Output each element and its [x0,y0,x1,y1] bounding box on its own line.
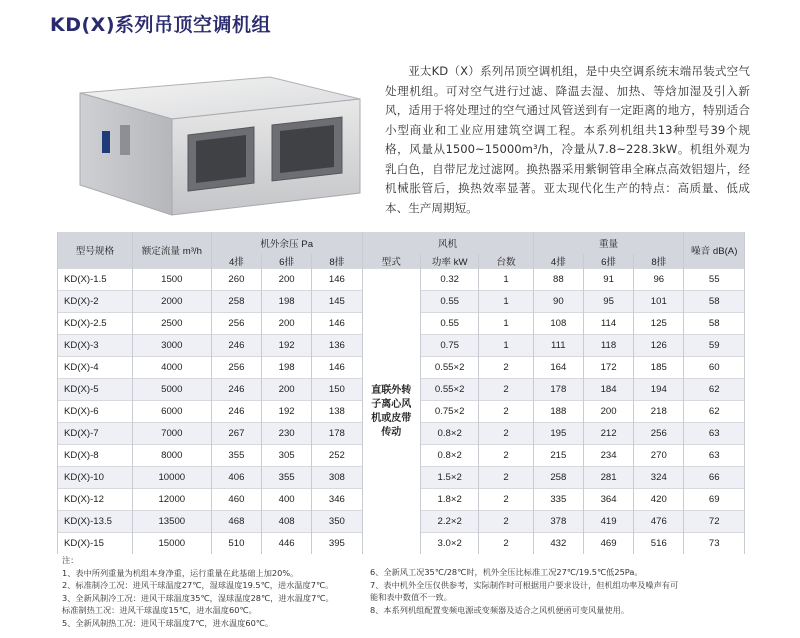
header-model: 型号规格 [58,232,133,269]
note-line: 1、表中所列重量为机组本身净重，运行重量在此基础上加20%。 [62,567,299,578]
cell-p8: 150 [312,379,362,401]
cell-count: 1 [479,291,533,313]
cell-w4: 258 [533,467,583,489]
cell-count: 1 [479,313,533,335]
cell-power: 3.0×2 [420,533,478,555]
cell-power: 0.75×2 [420,401,478,423]
cell-p6: 400 [262,489,312,511]
cell-model: KD(X)-8 [58,445,133,467]
cell-p8: 138 [312,401,362,423]
cell-p4: 256 [211,313,261,335]
cell-w6: 114 [583,313,633,335]
cell-count: 2 [479,445,533,467]
cell-p8: 146 [312,313,362,335]
cell-p8: 252 [312,445,362,467]
cell-w8: 476 [634,511,684,533]
cell-p4: 460 [211,489,261,511]
cell-airflow: 10000 [132,467,211,489]
cell-count: 1 [479,269,533,291]
cell-power: 0.55 [420,313,478,335]
cell-p4: 468 [211,511,261,533]
header-fan-count: 台数 [479,254,533,269]
cell-count: 2 [479,401,533,423]
cell-w8: 194 [634,379,684,401]
cell-power: 1.8×2 [420,489,478,511]
cell-power: 0.32 [420,269,478,291]
cell-power: 0.55×2 [420,379,478,401]
cell-model: KD(X)-12 [58,489,133,511]
note-line: 8、本系列机组配置变频电源或变频器及适合之风机便函可变风量使用。 [370,604,630,615]
note-line: 6、全新风工况35℃/28℃时，机外全压比标准工况27℃/19.5℃低25Pa。 [370,567,643,577]
cell-p4: 260 [211,269,261,291]
cell-count: 1 [479,335,533,357]
note-line: 标准制热工况：进风干球温度15℃，进水温度60℃。 [62,605,257,615]
cell-count: 2 [479,467,533,489]
cell-w6: 172 [583,357,633,379]
cell-power: 2.2×2 [420,511,478,533]
notes-right [370,566,740,616]
header-noise: 噪音 dB(A) [684,232,745,269]
header-airflow: 额定流量 m³/h [132,232,211,269]
cell-model: KD(X)-2 [58,291,133,313]
cell-w8: 516 [634,533,684,555]
cell-p4: 246 [211,335,261,357]
cell-p4: 256 [211,357,261,379]
note-line: 5、全新风制热工况：进风干球温度7℃，进水温度60℃。 [62,617,274,628]
cell-airflow: 2500 [132,313,211,335]
cell-noise: 55 [684,269,745,291]
cell-w8: 218 [634,401,684,423]
cell-model: KD(X)-7 [58,423,133,445]
cell-w8: 420 [634,489,684,511]
note-line: 3、全新风制冷工况：进风干球温度35℃，湿球温度28℃，进水温度7℃。 [62,592,334,603]
cell-p4: 510 [211,533,261,555]
cell-count: 2 [479,379,533,401]
cell-count: 2 [479,423,533,445]
cell-p6: 200 [262,379,312,401]
cell-w4: 90 [533,291,583,313]
cell-w4: 335 [533,489,583,511]
cell-p8: 395 [312,533,362,555]
cell-w8: 96 [634,269,684,291]
cell-model: KD(X)-1.5 [58,269,133,291]
cell-w8: 324 [634,467,684,489]
cell-airflow: 7000 [132,423,211,445]
cell-p6: 198 [262,291,312,313]
cell-w8: 126 [634,335,684,357]
cell-p8: 146 [312,357,362,379]
cell-airflow: 15000 [132,533,211,555]
cell-p8: 350 [312,511,362,533]
cell-p6: 200 [262,313,312,335]
table-row [58,269,745,291]
note-line: 能和表中数值不一致。 [370,592,452,602]
cell-airflow: 12000 [132,489,211,511]
cell-power: 0.75 [420,335,478,357]
fan-type-cell [362,269,420,555]
cell-p6: 446 [262,533,312,555]
cell-power: 0.8×2 [420,445,478,467]
cell-airflow: 13500 [132,511,211,533]
cell-w4: 111 [533,335,583,357]
cell-w4: 108 [533,313,583,335]
cell-noise: 58 [684,291,745,313]
page-title: KD(X)系列吊顶空调机组 [50,14,272,36]
cell-p8: 136 [312,335,362,357]
cell-model: KD(X)-6 [58,401,133,423]
cell-w4: 178 [533,379,583,401]
cell-noise: 69 [684,489,745,511]
cell-p4: 406 [211,467,261,489]
cell-w6: 118 [583,335,633,357]
cell-w6: 364 [583,489,633,511]
cell-noise: 60 [684,357,745,379]
header-pressure-6row: 6排 [262,254,312,269]
note-line: 7、表中机外全压仅供参考，实际制作时可根据用户要求设计，但机组功率及噪声有可 [370,579,679,590]
cell-airflow: 3000 [132,335,211,357]
cell-power: 0.8×2 [420,423,478,445]
cell-noise: 63 [684,445,745,467]
cell-model: KD(X)-3 [58,335,133,357]
cell-p8: 346 [312,489,362,511]
cell-w8: 185 [634,357,684,379]
cell-p6: 305 [262,445,312,467]
cell-w6: 419 [583,511,633,533]
cell-model: KD(X)-2.5 [58,313,133,335]
cell-noise: 62 [684,379,745,401]
cell-model: KD(X)-5 [58,379,133,401]
cell-p6: 200 [262,269,312,291]
header-fan-type: 型式 [362,254,420,269]
cell-p6: 408 [262,511,312,533]
cell-noise: 72 [684,511,745,533]
cell-p4: 267 [211,423,261,445]
cell-airflow: 8000 [132,445,211,467]
cell-count: 2 [479,533,533,555]
cell-p4: 246 [211,401,261,423]
cell-w6: 91 [583,269,633,291]
cell-model: KD(X)-10 [58,467,133,489]
cell-count: 2 [479,489,533,511]
cell-power: 0.55 [420,291,478,313]
cell-power: 0.55×2 [420,357,478,379]
header-weight-8row: 8排 [634,254,684,269]
cell-model: KD(X)-13.5 [58,511,133,533]
cell-p6: 355 [262,467,312,489]
header-fan-power: 功率 kW [420,254,478,269]
header-weight-4row: 4排 [533,254,583,269]
cell-w4: 164 [533,357,583,379]
header-fan: 风机 [362,232,533,254]
cell-p8: 308 [312,467,362,489]
cell-w6: 212 [583,423,633,445]
cell-w6: 469 [583,533,633,555]
cell-noise: 73 [684,533,745,555]
cell-w8: 125 [634,313,684,335]
spec-table [57,232,745,554]
cell-noise: 59 [684,335,745,357]
cell-noise: 66 [684,467,745,489]
cell-p8: 178 [312,423,362,445]
cell-airflow: 6000 [132,401,211,423]
cell-noise: 62 [684,401,745,423]
cell-w4: 88 [533,269,583,291]
note-line: 2、标准制冷工况：进风干球温度27℃，湿球温度19.5℃，进水温度7℃。 [62,580,334,590]
cell-w6: 281 [583,467,633,489]
cell-airflow: 1500 [132,269,211,291]
product-description: 亚太KD（X）系列吊顶空调机组，是中央空调系统末端吊装式空气处理机组。可对空气进行过滤、降温去湿、加热、等焓加湿及引入新风，适用于将处理过的空气通过风管送到有一定距离的地方，特别适合小型商业和工业应用建筑空调工程。本系列机组共13种型号39个规格，风量从1500~15000m³/h，冷量从7.8~228.3kW。机组外观为乳白色，自带尼龙过滤网。换热器采用紫铜管串全麻点高效铝翅片，经机械胀管后，换热效率显著。亚太现代化生产的特点：高质量、低成本、生产周期短。 [385,64,750,215]
cell-w6: 95 [583,291,633,313]
cell-p8: 145 [312,291,362,313]
notes-heading: 注： [62,555,79,565]
spec-table-body [58,269,745,555]
cell-w6: 200 [583,401,633,423]
cell-p4: 246 [211,379,261,401]
cell-model: KD(X)-15 [58,533,133,555]
cell-count: 2 [479,357,533,379]
cell-p6: 230 [262,423,312,445]
cell-p6: 198 [262,357,312,379]
cell-w8: 101 [634,291,684,313]
cell-w4: 432 [533,533,583,555]
air-handling-unit-image [60,65,380,225]
fan-type-text: 直联外转子离心风机或皮带传动 [371,384,412,438]
cell-p4: 258 [211,291,261,313]
cell-airflow: 2000 [132,291,211,313]
cell-p4: 355 [211,445,261,467]
cell-count: 2 [479,511,533,533]
cell-p6: 192 [262,401,312,423]
notes-left [62,554,362,629]
cell-airflow: 4000 [132,357,211,379]
cell-w4: 215 [533,445,583,467]
cell-p6: 192 [262,335,312,357]
cell-w6: 234 [583,445,633,467]
header-weight: 重量 [533,232,684,254]
cell-w8: 270 [634,445,684,467]
cell-power: 1.5×2 [420,467,478,489]
cell-noise: 58 [684,313,745,335]
cell-noise: 63 [684,423,745,445]
cell-w8: 256 [634,423,684,445]
header-pressure: 机外余压 Pa [211,232,362,254]
cell-w4: 188 [533,401,583,423]
header-pressure-4row: 4排 [211,254,261,269]
cell-w6: 184 [583,379,633,401]
header-pressure-8row: 8排 [312,254,362,269]
header-weight-6row: 6排 [583,254,633,269]
cell-airflow: 5000 [132,379,211,401]
cell-model: KD(X)-4 [58,357,133,379]
cell-w4: 378 [533,511,583,533]
cell-p8: 146 [312,269,362,291]
cell-w4: 195 [533,423,583,445]
